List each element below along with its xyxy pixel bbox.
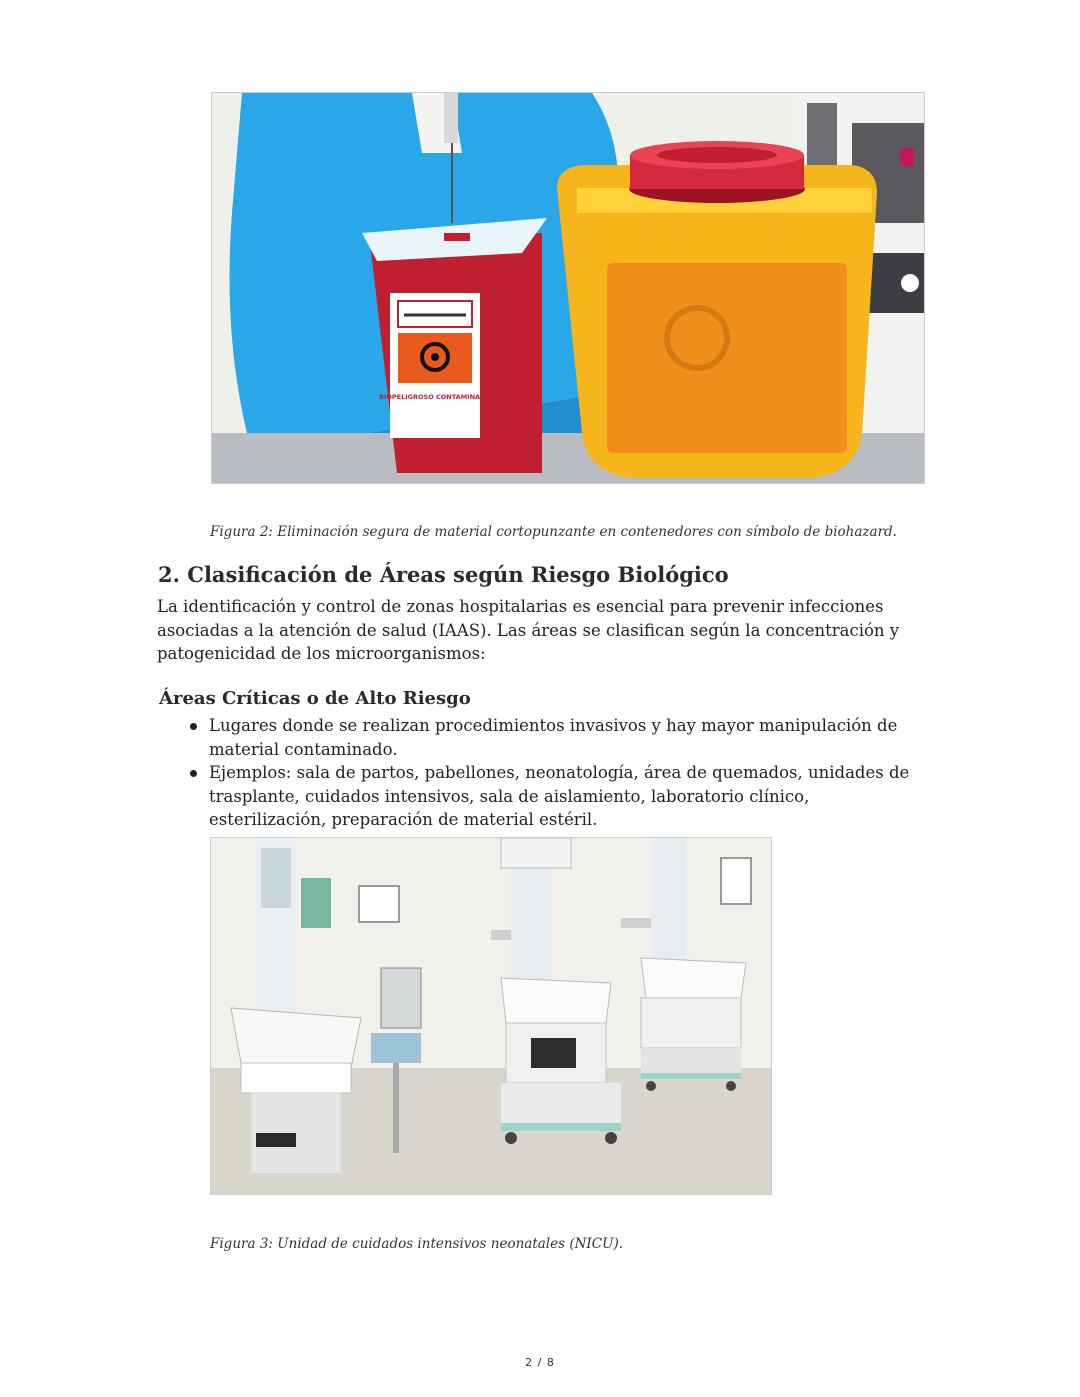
nicu-photo-illustration xyxy=(211,838,771,1194)
figure-3-caption: Figura 3: Unidad de cuidados intensivos neonatales (NICU). xyxy=(210,1236,624,1252)
section-heading: 2. Clasificación de Áreas según Riesgo Biológico xyxy=(158,562,729,587)
sharps-containers-illustration xyxy=(212,93,924,483)
biohazard-label-text: BIOPELIGROSO CONTAMINADO xyxy=(379,393,491,401)
bullet-icon xyxy=(190,723,197,730)
list-item xyxy=(190,761,920,832)
figure-2-caption: Figura 2: Eliminación segura de material cortopunzante en contenedores con símbolo de biohazard. xyxy=(210,524,897,540)
subsection-heading: Áreas Críticas o de Alto Riesgo xyxy=(159,688,471,709)
bullet-icon xyxy=(190,770,197,777)
list-item xyxy=(190,714,920,761)
page-number: 2 / 8 xyxy=(525,1356,555,1369)
figure-3-image xyxy=(210,837,772,1195)
list-item-text: Lugares donde se realizan procedimientos invasivos y hay mayor manipulación de material contaminado. xyxy=(209,716,898,759)
critical-areas-list xyxy=(190,714,920,832)
list-item-text: Ejemplos: sala de partos, pabellones, neonatología, área de quemados, unidades de trasplante, cuidados intensivos, sala de aislamiento, laboratorio clínico, esterilización, preparación de material estéril. xyxy=(209,763,910,829)
figure-2-image xyxy=(211,92,925,484)
section-intro-paragraph: La identificación y control de zonas hospitalarias es esencial para prevenir infecciones asociadas a la atención de salud (IAAS). Las áreas se clasifican según la concentración y patogenicidad de los microorganismos: xyxy=(157,597,900,663)
